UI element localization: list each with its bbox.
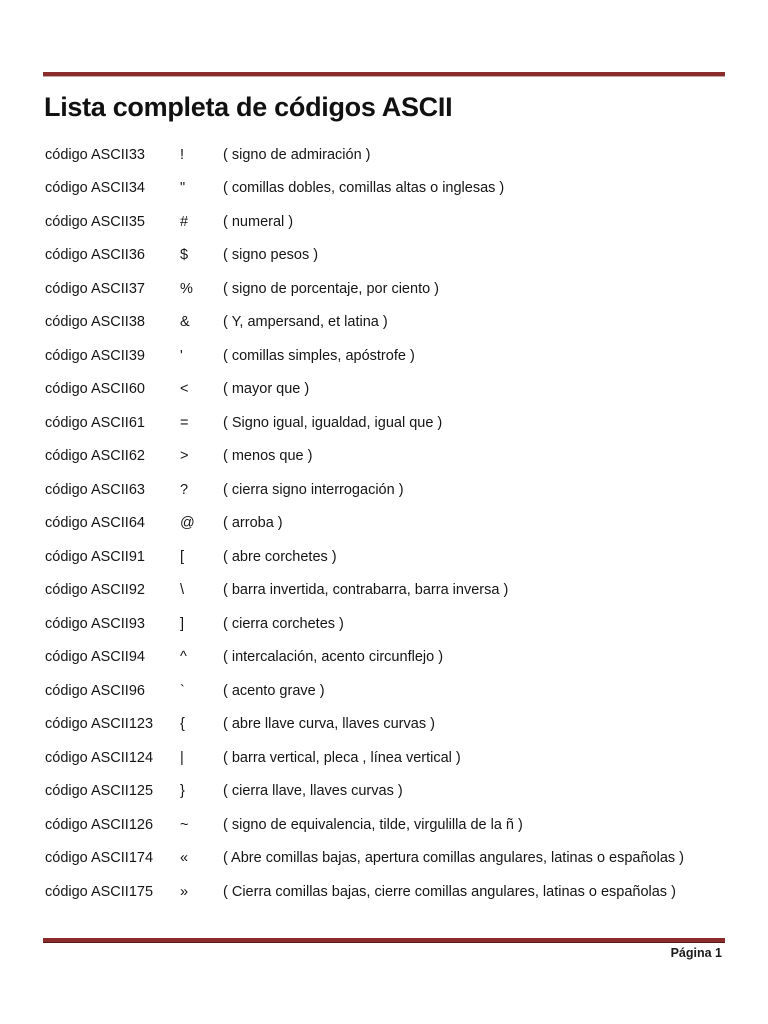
list-item	[45, 239, 725, 273]
ascii-description: ( comillas simples, apóstrofe )	[223, 347, 415, 364]
ascii-character: !	[180, 146, 185, 163]
ascii-description: ( cierra llave, llaves curvas )	[223, 783, 403, 800]
ascii-character: \	[180, 582, 185, 599]
ascii-code-label: código ASCII92	[45, 582, 145, 599]
ascii-character: ]	[180, 615, 185, 632]
page-number: Página 1	[670, 946, 722, 960]
list-item	[45, 875, 725, 909]
ascii-character: ?	[180, 481, 189, 498]
ascii-character: «	[180, 850, 189, 867]
header-divider	[43, 72, 725, 77]
ascii-description: ( cierra corchetes )	[223, 615, 344, 632]
ascii-description: ( menos que )	[223, 448, 313, 465]
ascii-code-label: código ASCII94	[45, 649, 145, 666]
ascii-description: ( numeral )	[223, 213, 294, 230]
ascii-character: '	[180, 347, 183, 364]
ascii-description: ( comillas dobles, comillas altas o inglesas )	[223, 180, 505, 197]
ascii-description: ( Abre comillas bajas, apertura comillas angulares, latinas o españolas )	[223, 850, 685, 867]
ascii-character: @	[180, 515, 195, 532]
ascii-description: ( signo de equivalencia, tilde, virgulilla de la ñ )	[223, 816, 523, 833]
ascii-description: ( intercalación, acento circunflejo )	[223, 649, 444, 666]
ascii-code-label: código ASCII126	[45, 816, 154, 833]
ascii-character: =	[180, 414, 189, 431]
ascii-description: ( barra invertida, contrabarra, barra inversa )	[223, 582, 509, 599]
ascii-character: <	[180, 381, 189, 398]
list-item	[45, 339, 725, 373]
ascii-description: ( signo de admiración )	[223, 146, 371, 163]
ascii-code-label: código ASCII36	[45, 247, 145, 264]
ascii-character: %	[180, 280, 193, 297]
ascii-code-label: código ASCII62	[45, 448, 145, 465]
ascii-description: ( Y, ampersand, et latina )	[223, 314, 388, 331]
ascii-description: ( barra vertical, pleca , línea vertical )	[223, 749, 461, 766]
list-item	[45, 272, 725, 306]
ascii-character: [	[180, 548, 185, 565]
ascii-description: ( Signo igual, igualdad, igual que )	[223, 414, 443, 431]
ascii-code-label: código ASCII93	[45, 615, 145, 632]
ascii-character: ^	[180, 649, 187, 666]
ascii-code-label: código ASCII33	[45, 146, 145, 163]
ascii-code-label: código ASCII174	[45, 850, 154, 867]
ascii-code-label: código ASCII37	[45, 280, 145, 297]
ascii-description: ( Cierra comillas bajas, cierre comillas angulares, latinas o españolas )	[223, 883, 676, 900]
list-item	[45, 172, 725, 206]
ascii-code-label: código ASCII175	[45, 883, 154, 900]
list-item	[45, 406, 725, 440]
list-item	[45, 373, 725, 407]
ascii-character: »	[180, 883, 189, 900]
ascii-code-label: código ASCII64	[45, 515, 145, 532]
list-item	[45, 306, 725, 340]
ascii-code-label: código ASCII34	[45, 180, 145, 197]
ascii-code-label: código ASCII35	[45, 213, 145, 230]
ascii-character: >	[180, 448, 189, 465]
list-item	[45, 507, 725, 541]
list-item	[45, 138, 725, 172]
list-item	[45, 473, 725, 507]
ascii-character: #	[180, 213, 189, 230]
ascii-character: &	[180, 314, 190, 331]
footer-divider	[43, 938, 725, 943]
ascii-description: ( cierra signo interrogación )	[223, 481, 404, 498]
ascii-code-label: código ASCII91	[45, 548, 145, 565]
list-item	[45, 674, 725, 708]
ascii-code-label: código ASCII123	[45, 716, 154, 733]
ascii-description: ( arroba )	[223, 515, 283, 532]
ascii-character: {	[180, 716, 185, 733]
list-item	[45, 842, 725, 876]
list-item	[45, 574, 725, 608]
ascii-character: }	[180, 783, 185, 800]
ascii-description: ( mayor que )	[223, 381, 310, 398]
list-item	[45, 205, 725, 239]
page-title: Lista completa de códigos ASCII	[44, 92, 453, 122]
ascii-code-label: código ASCII125	[45, 783, 154, 800]
list-item	[45, 741, 725, 775]
ascii-description: ( signo de porcentaje, por ciento )	[223, 280, 440, 297]
ascii-description: ( abre corchetes )	[223, 548, 337, 565]
ascii-description: ( signo pesos )	[223, 247, 319, 264]
list-item	[45, 440, 725, 474]
list-item	[45, 708, 725, 742]
ascii-code-label: código ASCII61	[45, 414, 145, 431]
ascii-character: "	[180, 180, 186, 197]
ascii-code-label: código ASCII96	[45, 682, 145, 699]
ascii-code-label: código ASCII38	[45, 314, 145, 331]
ascii-character: |	[180, 749, 184, 766]
list-item	[45, 641, 725, 675]
ascii-character: $	[180, 247, 189, 264]
ascii-description: ( acento grave )	[223, 682, 325, 699]
list-item	[45, 607, 725, 641]
ascii-code-label: código ASCII63	[45, 481, 145, 498]
ascii-description: ( abre llave curva, llaves curvas )	[223, 716, 435, 733]
ascii-code-label: código ASCII39	[45, 347, 145, 364]
ascii-character: `	[180, 682, 185, 699]
list-item	[45, 775, 725, 809]
list-item	[45, 540, 725, 574]
ascii-code-label: código ASCII124	[45, 749, 154, 766]
ascii-code-label: código ASCII60	[45, 381, 145, 398]
ascii-code-list	[45, 138, 725, 909]
ascii-character: ~	[180, 816, 189, 833]
list-item	[45, 808, 725, 842]
